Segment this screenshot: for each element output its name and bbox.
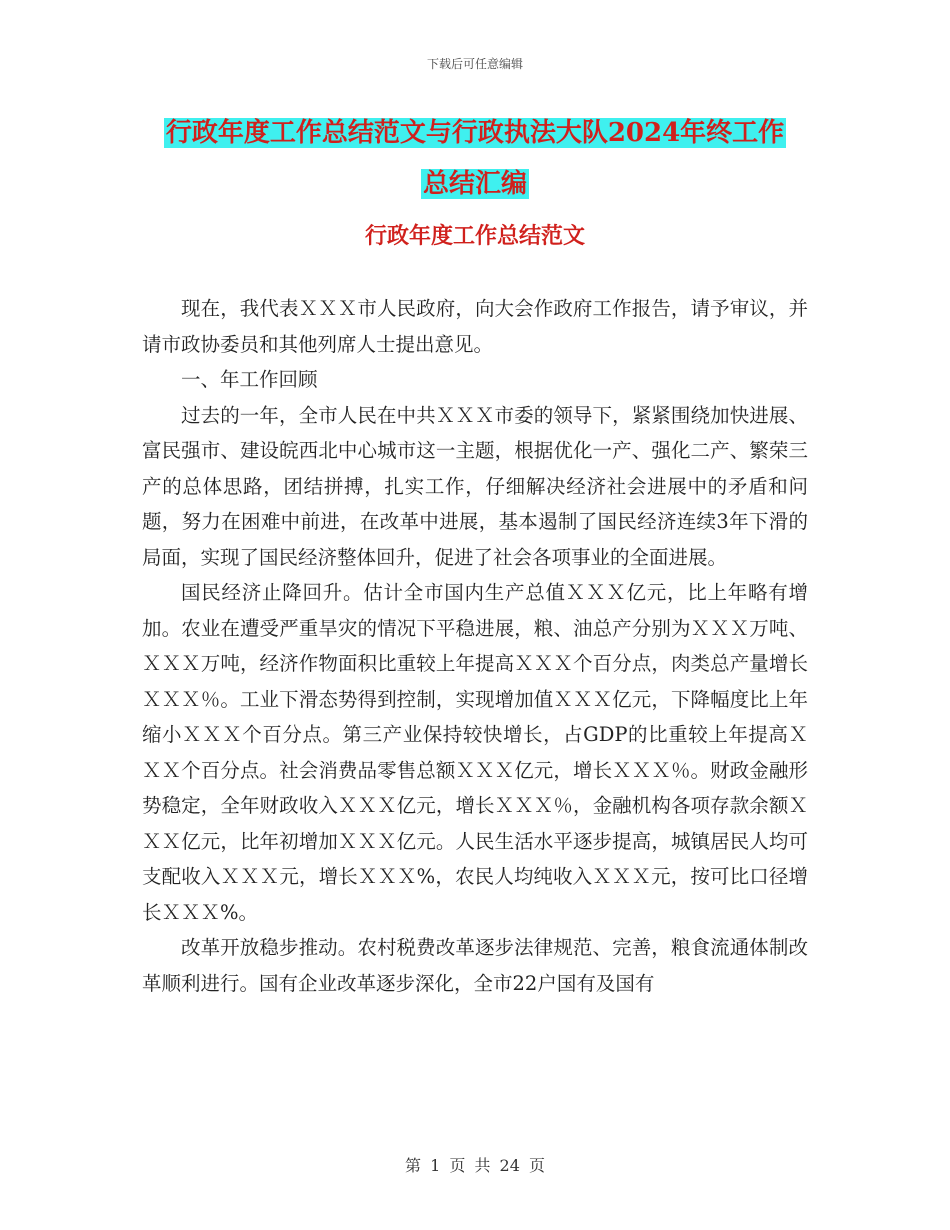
body-text xyxy=(142,291,808,1001)
paragraph-economy: 国民经济止降回升。估计全市国内生产总值ＸＸＸ亿元，比上年略有增加。农业在遭受严重旱灾的情况下平稳进展，粮、油总产分别为ＸＸＸ万吨、ＸＸＸ万吨，经济作物面积比重较上年提高ＸＸＸ个百分点，肉类总产量增长ＸＸＸ％。工业下滑态势得到控制，实现增加值ＸＸＸ亿元，下降幅度比上年缩小ＸＸＸ个百分点。第三产业保持较快增长，占GDP的比重较上年提高ＸＸＸ个百分点。社会消费品零售总额ＸＸＸ亿元，增长ＸＸＸ％。财政金融形势稳定，全年财政收入ＸＸＸ亿元，增长ＸＸＸ％，金融机构各项存款余额ＸＸＸ亿元，比年初增加ＸＸＸ亿元。人民生活水平逐步提高，城镇居民人均可支配收入ＸＸＸ元，增长ＸＸＸ%，农民人均纯收入ＸＸＸ元，按可比口径增长ＸＸＸ%。 xyxy=(142,581,808,924)
paragraph-intro: 现在，我代表ＸＸＸ市人民政府，向大会作政府工作报告，请予审议，并请市政协委员和其他列席人士提出意见。 xyxy=(142,297,808,356)
page-footer: 第 1 页 共 24 页 xyxy=(405,1156,545,1175)
section-title: 行政年度工作总结范文 xyxy=(364,223,585,249)
paragraph-past-year: 过去的一年，全市人民在中共ＸＸＸ市委的领导下，紧紧围绕加快进展、富民强市、建设皖西北中心城市这一主题，根据优化一产、强化二产、繁荣三产的总体思路，团结拼搏，扎实工作，仔细解决经济社会进展中的矛盾和问题，努力在困难中前进，在改革中进展，基本遏制了国民经济连续3年下滑的局面，实现了国民经济整体回升，促进了社会各项事业的全面进展。 xyxy=(142,403,808,569)
document-title-line-2: 总结汇编 xyxy=(422,169,527,199)
paragraph-heading-review: 一、年工作回顾 xyxy=(181,368,318,391)
header-note: 下载后可任意编辑 xyxy=(426,57,523,71)
document-title-line-1: 行政年度工作总结范文与行政执法大队2024年终工作 xyxy=(165,118,785,148)
paragraph-reform: 改革开放稳步推动。农村税费改革逐步法律规范、完善，粮食流通体制改革顺利进行。国有企业改革逐步深化，全市22户国有及国有 xyxy=(142,936,808,995)
document-title xyxy=(142,108,808,210)
